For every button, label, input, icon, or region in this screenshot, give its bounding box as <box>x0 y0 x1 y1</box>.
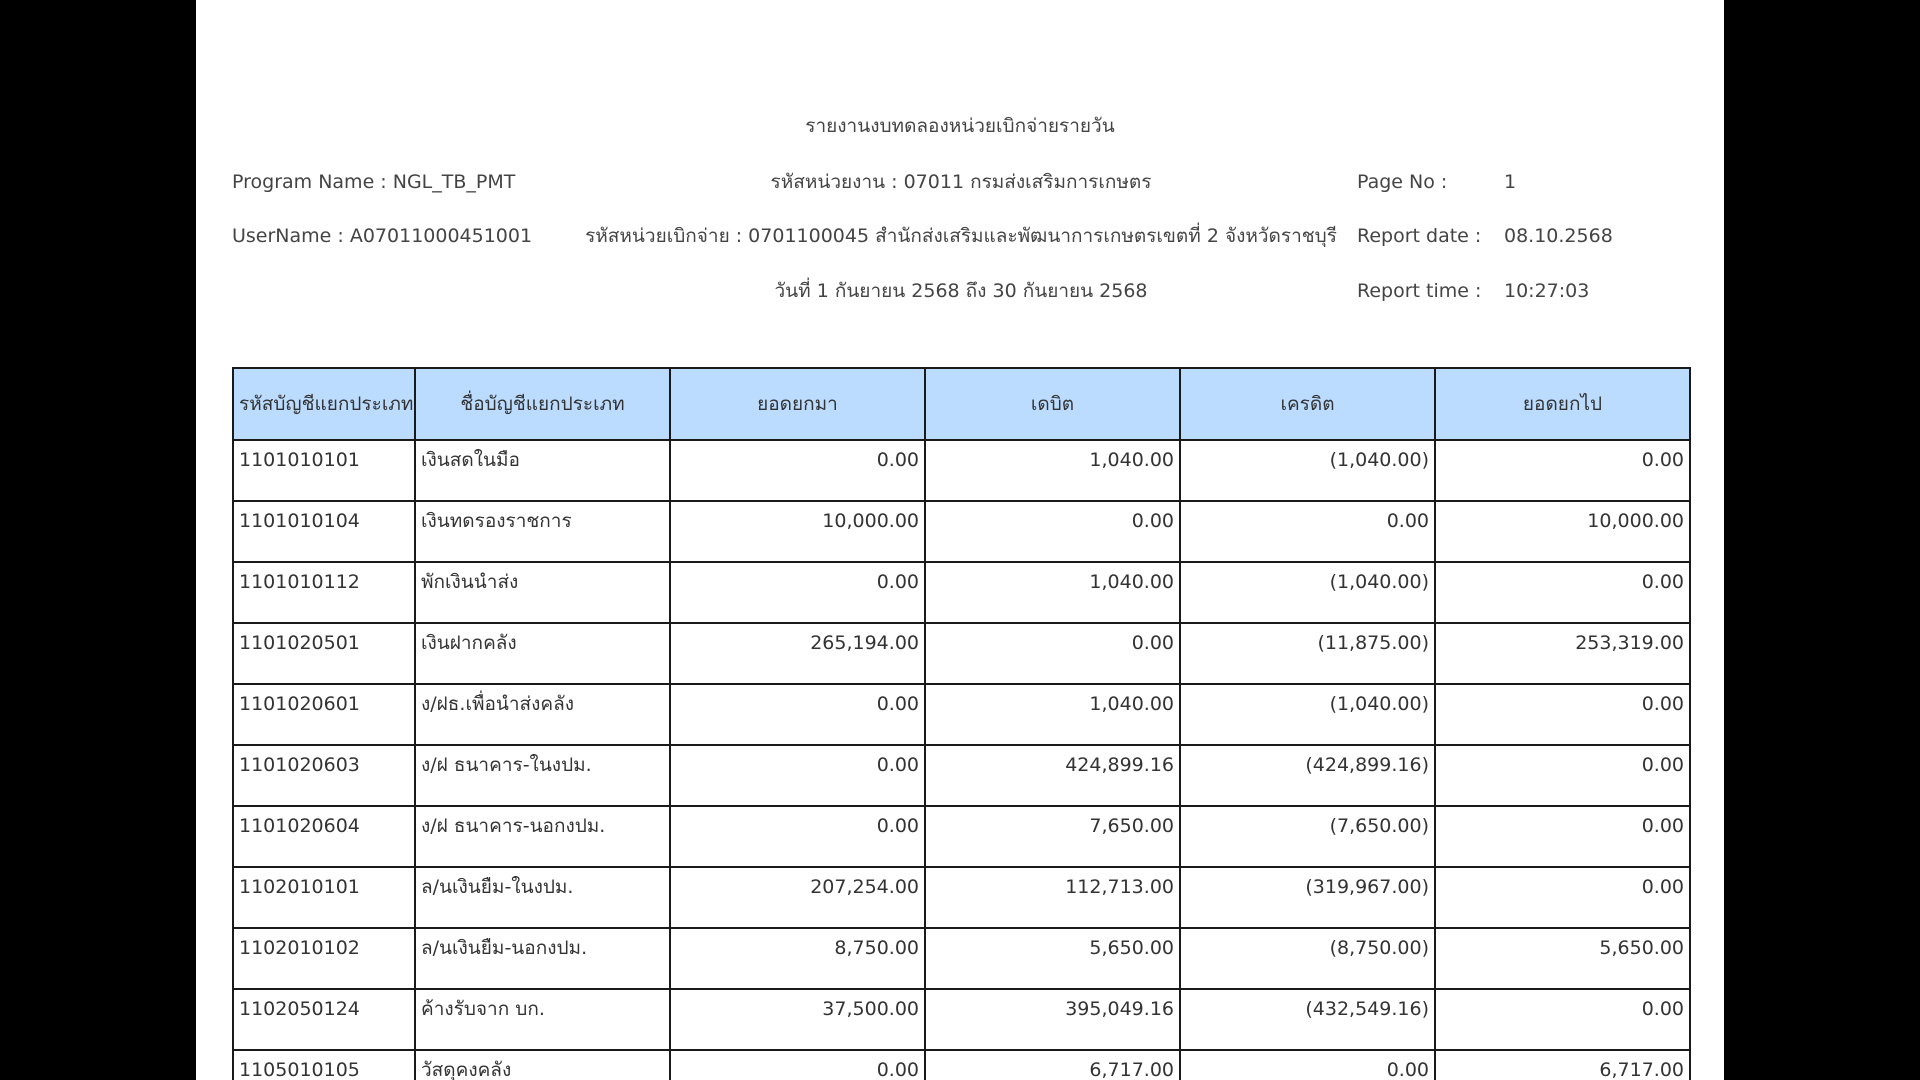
credit-cell: (319,967.00) <box>1180 867 1435 928</box>
account-code-cell: 1101020501 <box>233 623 415 684</box>
table-row <box>233 623 1690 684</box>
account-name-cell: ง/ฝ ธนาคาร-นอกงปม. <box>415 806 670 867</box>
opening-balance-cell: 0.00 <box>670 562 925 623</box>
closing-balance-cell: 0.00 <box>1435 684 1690 745</box>
credit-cell: (8,750.00) <box>1180 928 1435 989</box>
report-time-value: 10:27:03 <box>1504 280 1590 302</box>
opening-balance-cell: 0.00 <box>670 806 925 867</box>
column-header-account-code: รหัสบัญชีแยกประเภท <box>233 368 415 440</box>
debit-cell: 395,049.16 <box>925 989 1180 1050</box>
account-code-cell: 1102010101 <box>233 867 415 928</box>
debit-cell: 5,650.00 <box>925 928 1180 989</box>
account-code-cell: 1102050124 <box>233 989 415 1050</box>
account-name-cell: เงินฝากคลัง <box>415 623 670 684</box>
account-name-cell: เงินทดรองราชการ <box>415 501 670 562</box>
debit-cell: 0.00 <box>925 623 1180 684</box>
account-code-cell: 1101010104 <box>233 501 415 562</box>
report-page <box>196 0 1724 1080</box>
opening-balance-cell: 207,254.00 <box>670 867 925 928</box>
disbursement-unit: รหัสหน่วยเบิกจ่าย : 0701100045 สำนักส่งเสริมและพัฒนาการเกษตรเขตที่ 2 จังหวัดราชบุรี <box>585 225 1337 247</box>
account-name-cell: ค้างรับจาก บก. <box>415 989 670 1050</box>
opening-balance-cell: 37,500.00 <box>670 989 925 1050</box>
opening-balance-cell: 8,750.00 <box>670 928 925 989</box>
account-name-cell: ล/นเงินยืม-นอกงปม. <box>415 928 670 989</box>
credit-cell: (1,040.00) <box>1180 440 1435 501</box>
closing-balance-cell: 6,717.00 <box>1435 1050 1690 1080</box>
closing-balance-cell: 0.00 <box>1435 745 1690 806</box>
table-row <box>233 562 1690 623</box>
report-date-value: 08.10.2568 <box>1504 225 1613 247</box>
table-header-row <box>233 368 1690 440</box>
account-name-cell: พักเงินนำส่ง <box>415 562 670 623</box>
report-date-label: Report date : <box>1357 225 1482 247</box>
debit-cell: 0.00 <box>925 501 1180 562</box>
trial-balance-table <box>232 367 1691 1080</box>
program-name: Program Name : NGL_TB_PMT <box>232 171 516 193</box>
debit-cell: 6,717.00 <box>925 1050 1180 1080</box>
credit-cell: (424,899.16) <box>1180 745 1435 806</box>
account-code-cell: 1101010112 <box>233 562 415 623</box>
account-code-cell: 1102010102 <box>233 928 415 989</box>
closing-balance-cell: 10,000.00 <box>1435 501 1690 562</box>
opening-balance-cell: 10,000.00 <box>670 501 925 562</box>
account-code-cell: 1105010105 <box>233 1050 415 1080</box>
username: UserName : A07011000451001 <box>232 225 533 247</box>
table-row <box>233 501 1690 562</box>
debit-cell: 1,040.00 <box>925 440 1180 501</box>
opening-balance-cell: 0.00 <box>670 1050 925 1080</box>
debit-cell: 1,040.00 <box>925 562 1180 623</box>
table-row <box>233 928 1690 989</box>
closing-balance-cell: 0.00 <box>1435 867 1690 928</box>
table-row <box>233 806 1690 867</box>
opening-balance-cell: 265,194.00 <box>670 623 925 684</box>
report-time-label: Report time : <box>1357 280 1482 302</box>
closing-balance-cell: 0.00 <box>1435 806 1690 867</box>
debit-cell: 424,899.16 <box>925 745 1180 806</box>
agency-code: รหัสหน่วยงาน : 07011 กรมส่งเสริมการเกษตร <box>770 171 1152 193</box>
account-name-cell: เงินสดในมือ <box>415 440 670 501</box>
closing-balance-cell: 0.00 <box>1435 440 1690 501</box>
table-row <box>233 440 1690 501</box>
opening-balance-cell: 0.00 <box>670 440 925 501</box>
opening-balance-cell: 0.00 <box>670 684 925 745</box>
column-header-account-name: ชื่อบัญชีแยกประเภท <box>415 368 670 440</box>
debit-cell: 112,713.00 <box>925 867 1180 928</box>
closing-balance-cell: 253,319.00 <box>1435 623 1690 684</box>
closing-balance-cell: 0.00 <box>1435 989 1690 1050</box>
closing-balance-cell: 5,650.00 <box>1435 928 1690 989</box>
page-no-label: Page No : <box>1357 171 1448 193</box>
opening-balance-cell: 0.00 <box>670 745 925 806</box>
report-title: รายงานงบทดลองหน่วยเบิกจ่ายรายวัน <box>805 115 1115 137</box>
credit-cell: (432,549.16) <box>1180 989 1435 1050</box>
closing-balance-cell: 0.00 <box>1435 562 1690 623</box>
credit-cell: 0.00 <box>1180 501 1435 562</box>
account-name-cell: ล/นเงินยืม-ในงปม. <box>415 867 670 928</box>
account-code-cell: 1101020601 <box>233 684 415 745</box>
date-range: วันที่ 1 กันยายน 2568 ถึง 30 กันยายน 2568 <box>774 280 1148 302</box>
account-name-cell: วัสดุคงคลัง <box>415 1050 670 1080</box>
credit-cell: 0.00 <box>1180 1050 1435 1080</box>
table-row <box>233 989 1690 1050</box>
table-row <box>233 745 1690 806</box>
credit-cell: (7,650.00) <box>1180 806 1435 867</box>
column-header-closing-balance: ยอดยกไป <box>1435 368 1690 440</box>
column-header-debit: เดบิต <box>925 368 1180 440</box>
debit-cell: 7,650.00 <box>925 806 1180 867</box>
table-row <box>233 1050 1690 1080</box>
account-name-cell: ง/ฝ ธนาคาร-ในงปม. <box>415 745 670 806</box>
account-code-cell: 1101020603 <box>233 745 415 806</box>
debit-cell: 1,040.00 <box>925 684 1180 745</box>
page-no-value: 1 <box>1504 171 1517 193</box>
account-name-cell: ง/ฝธ.เพื่อนำส่งคลัง <box>415 684 670 745</box>
account-code-cell: 1101010101 <box>233 440 415 501</box>
credit-cell: (1,040.00) <box>1180 562 1435 623</box>
credit-cell: (11,875.00) <box>1180 623 1435 684</box>
column-header-opening-balance: ยอดยกมา <box>670 368 925 440</box>
table-row <box>233 867 1690 928</box>
table-row <box>233 684 1690 745</box>
column-header-credit: เครดิต <box>1180 368 1435 440</box>
account-code-cell: 1101020604 <box>233 806 415 867</box>
credit-cell: (1,040.00) <box>1180 684 1435 745</box>
